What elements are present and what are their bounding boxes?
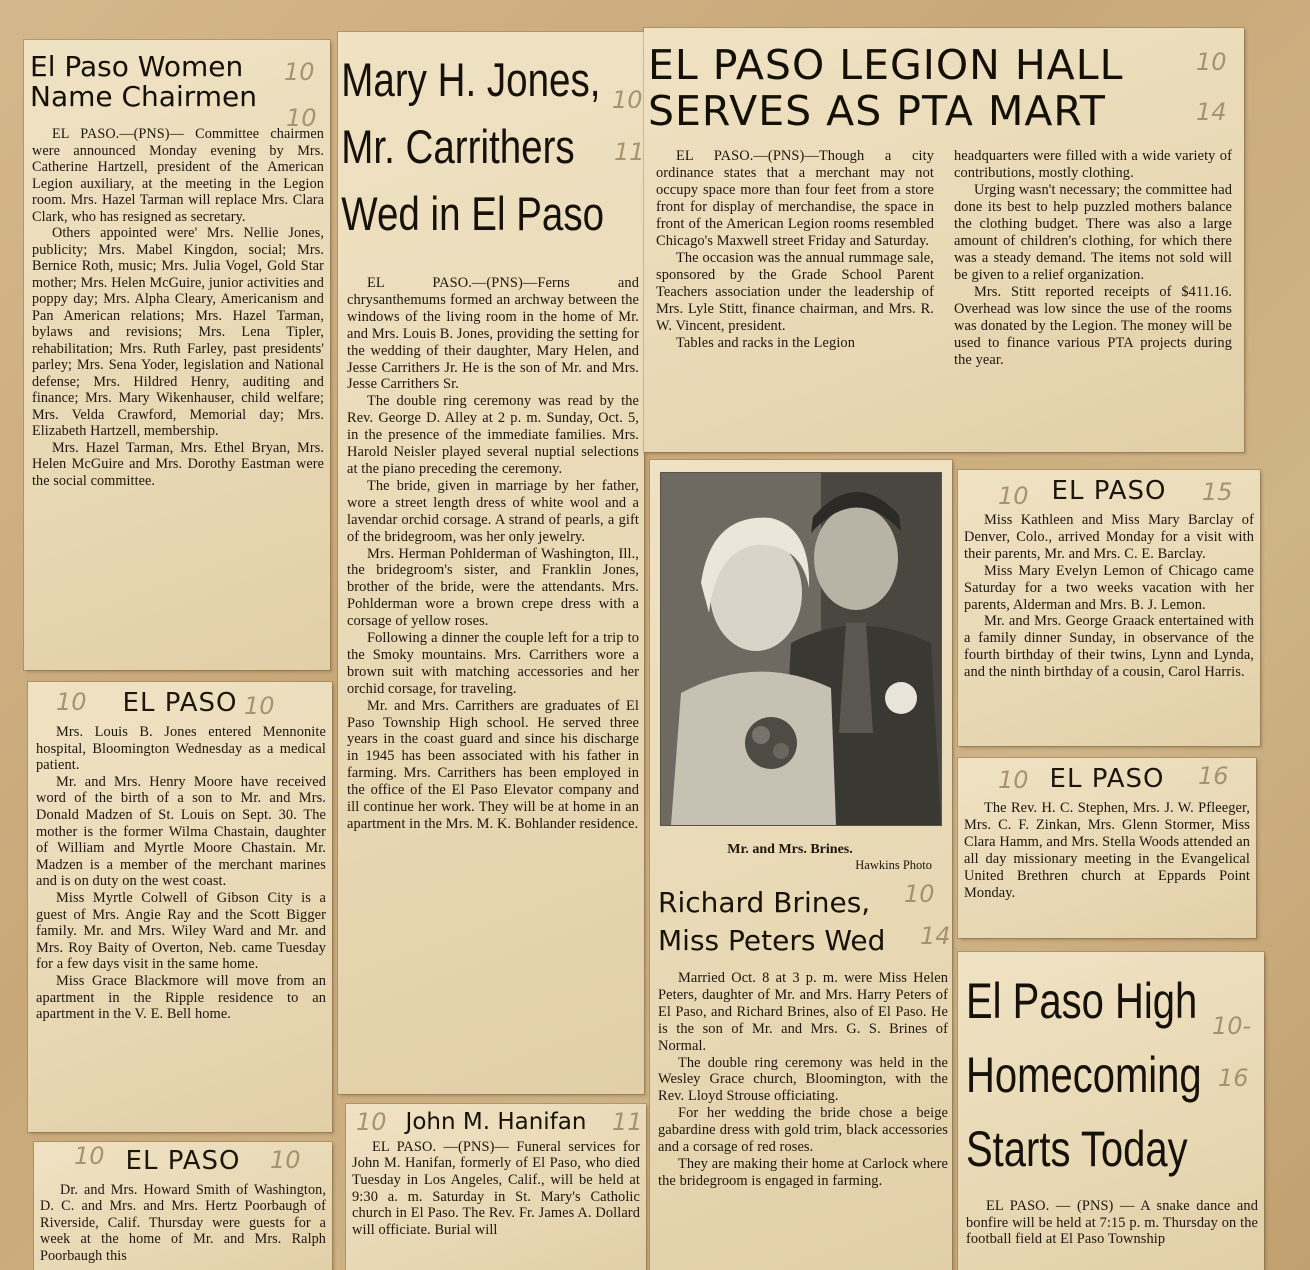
headline-line: El Paso High <box>966 973 1198 1029</box>
paragraph: Miss Grace Blackmore will move from an apartment in the Ripple residence to an apartment in the V. E. Bell home. <box>36 972 326 1023</box>
headline-line: Mr. Carrithers <box>341 120 575 173</box>
paragraph: Mr. and Mrs. George Graack entertained with a family dinner Sunday, in observance of the fourth birthday of their twins, Lynn and Lynda, and the ninth birthday of a cousin, Carol Harris. <box>964 613 1254 681</box>
photo-credit: Hawkins Photo <box>855 858 932 872</box>
paragraph: Miss Kathleen and Miss Mary Barclay of Denver, Colo., arrived Monday for a visit with their parents, Mr. and Mrs. C. E. Barclay. <box>964 512 1254 562</box>
headline-line: Starts Today <box>966 1121 1188 1177</box>
kicker-el-paso: EL PASO <box>1051 476 1167 506</box>
paragraph: The bride, given in marriage by her father, wore a street length dress of white wool and a lavendar orchid corsage. A strand of pearls, a gift of the bridegroom, was her only jewelry. <box>347 477 639 545</box>
pencil-mark: 10 <box>74 1142 105 1170</box>
clipping-women-chairmen <box>24 40 330 670</box>
pencil-mark: 10 <box>244 692 275 720</box>
article-women-chairmen-body <box>24 112 330 489</box>
legion-column-1 <box>656 148 934 369</box>
clipping-jones-carrithers-wedding <box>338 32 644 1094</box>
paragraph: Following a dinner the couple left for a trip to the Smoky mountains. Mrs. Carrithers wore a brown suit with matching accessories and her orchid corsage, for traveling. <box>347 630 639 697</box>
paragraph: Dr. and Mrs. Howard Smith of Washington, D. C. and Mrs. and Mrs. Hertz Poorbaugh of Riverside, Calif. Thursday were guests for a week at the home of Mr. and Mrs. Ralph Poorbaugh this <box>40 1182 326 1264</box>
paragraph: Mrs. Herman Pohlderman of Washington, Ill., the bridegroom's sister, and Franklin Jones, brother of the bride, were the attendants. Mrs. Pohlderman wore a brown crepe dress with a corsage of yellow roses. <box>347 545 639 630</box>
pencil-mark: 15 <box>1202 478 1233 506</box>
clipping-hanifan-obituary <box>346 1104 646 1270</box>
pencil-mark: 10 <box>270 1146 301 1174</box>
headline-women-chairmen: El Paso Women Name Chairmen <box>30 50 258 114</box>
headline-line: Mary H. Jones, <box>341 53 601 106</box>
paragraph: EL PASO. — (PNS) — A snake dance and bonfire will be held at 7:15 p. m. Thursday on the football field at El Paso Township <box>966 1198 1258 1248</box>
paragraph: Mrs. Hazel Tarman, Mrs. Ethel Bryan, Mrs. Helen McGuire and Mrs. Dorothy Eastman were the social committee. <box>32 439 324 489</box>
article-hanifan-body <box>346 1135 646 1239</box>
pencil-mark: 10 <box>356 1108 387 1136</box>
kicker-el-paso: EL PASO <box>1049 764 1165 794</box>
paragraph: Mrs. Louis B. Jones entered Mennonite hospital, Bloomington Wednesday as a medical patient. <box>36 724 326 774</box>
pencil-mark: 10 <box>612 86 643 114</box>
headline-line: EL PASO LEGION HALL <box>648 41 1124 89</box>
legion-columns <box>656 148 1236 369</box>
headline-line: Miss Peters Wed <box>658 924 886 957</box>
pencil-mark: 16 <box>1218 1064 1249 1092</box>
article-jones-carrithers-body <box>338 247 644 833</box>
paragraph: Married Oct. 8 at 3 p. m. were Miss Helen Peters, daughter of Mr. and Mrs. Harry Peters of El Paso, and Richard Brines, also of El Paso. He is the son of Mr. and Mrs. G. S. Brines of Normal. <box>658 970 948 1054</box>
photo-caption: Mr. and Mrs. Brines. <box>727 842 853 857</box>
pencil-mark: 14 <box>1196 98 1227 126</box>
legion-column-2 <box>954 148 1232 369</box>
pencil-mark: 10 <box>1196 48 1227 76</box>
clipping-el-paso-3 <box>958 470 1260 746</box>
paragraph: Mr. and Mrs. Carrithers are graduates of El Paso Township High school. He served three years in the coast guard and since his discharge in 1945 has been associated with his father in farming. Mrs. Carrithers has been employed in the office of the El Paso Elevator company and ill continue her work. They will be at home in an apartment in the Mrs. M. K. Bohlander residence. <box>347 697 639 832</box>
paragraph: Mrs. Stitt reported receipts of $411.16. Overhead was low since the use of the rooms was donated by the Legion. The money will be used to finance various PTA projects during the year. <box>954 284 1232 368</box>
headline-line: SERVES AS PTA MART <box>648 87 1106 135</box>
clipping-legion-hall-pta <box>644 28 1244 452</box>
headline-line: Richard Brines, <box>658 886 871 919</box>
paragraph: headquarters were filled with a wide variety of contributions, mostly clothing. <box>954 148 1232 181</box>
couple-portrait-image <box>661 473 941 825</box>
headline-line: Homecoming <box>966 1047 1202 1103</box>
pencil-mark: 10 <box>56 688 87 716</box>
pencil-mark: 11 <box>614 138 645 166</box>
paragraph: The double ring ceremony was read by the Rev. George D. Alley at 2 p. m. Sunday, Oct. 5, in the presence of the immediate families. Mrs. Harold Neisler played several nuptial selections at the piano preceding the ceremony. <box>347 393 639 477</box>
pencil-mark: 10 <box>286 104 317 132</box>
clipping-el-paso-1 <box>28 682 332 1132</box>
paragraph: The occasion was the annual rummage sale, sponsored by the Grade School Parent Teachers association under the leadership of Mrs. Lyle Stitt, finance chairman, and Mrs. R. W. Vincent, president. <box>656 250 934 334</box>
paragraph: Mr. and Mrs. Henry Moore have received word of the birth of a son to Mr. and Mrs. Donald Madzen of St. Louis on Sept. 30. The mother is the former Wilma Chastain, daughter of William and Myrtle Moore Chastain. Mr. Madzen is a member of the merchant marines and is on duty on the west coast. <box>36 773 326 890</box>
clipping-brines-wedding <box>650 460 952 1270</box>
pencil-mark: 11 <box>612 1108 643 1136</box>
article-el-paso-3-body <box>958 510 1260 681</box>
headline-brines-peters <box>658 884 885 960</box>
headline-legion-hall <box>644 28 1244 134</box>
paragraph: The double ring ceremony was held in the Wesley Grace church, Bloomington, with the Rev. Lloyd Strouse officiating. <box>658 1054 948 1105</box>
paragraph: EL PASO.—(PNS)—Though a city ordinance states that a merchant may not occupy space more than four feet from a store front for display of merchandise, the space in front of the American Legion rooms resembled Chicago's Maxwell street Friday and Saturday. <box>656 148 934 249</box>
paragraph: Urging wasn't necessary; the committee had done its best to help puzzled mothers balance the clothing budget. There was also a large amount of children's clothing, for which there was a steady demand. The items not sold will be given to a relief organization. <box>954 182 1232 283</box>
kicker-el-paso: EL PASO <box>125 1146 241 1176</box>
article-el-paso-4-body <box>958 798 1256 901</box>
paragraph: EL PASO. —(PNS)— Funeral services for John M. Hanifan, formerly of El Paso, who died Tuesday in Los Angeles, Calif., will be held at 9:30 a. m. Saturday in St. Mary's Catholic church in El Paso. The Rev. Fr. James A. Dollard will officiate. Burial will <box>352 1138 640 1238</box>
clipping-homecoming <box>958 952 1264 1270</box>
paragraph: Miss Myrtle Colwell of Gibson City is a guest of Mrs. Angie Ray and the Scott Bigger family. Mr. and Mrs. Wiley Ward and Mr. and Mrs. Roy Baity of Overton, Neb. came Tuesday for a few days visit in the same home. <box>36 889 326 973</box>
headline-line: Wed in El Paso <box>341 187 605 240</box>
paragraph: Tables and racks in the Legion <box>676 335 856 351</box>
kicker-el-paso: EL PASO <box>122 688 238 718</box>
paragraph: Others appointed were' Mrs. Nellie Jones, publicity; Mrs. Mabel Kingdon, social; Mrs. Bernice Roth, music; Mrs. Julia Vogel, Gold Star mother; Mrs. Helen McGuire, junior activities and poppy day; Mrs. Alpha Cleary, Americanism and Pan American relations; Mrs. Hazel Tarman, bylaws and revisions; Mrs. Lena Tipler, rehabilitation; Mrs. Ruth Farley, past presidents' parley; Mrs. Sena Yoder, legislation and National defense; Mrs. Hildred Henry, auditing and finance; Mrs. Mary Wikenhauser, child welfare; Mrs. Velda Crawford, Memorial day; Mrs. Elizabeth Hartzell, membership. <box>32 225 324 440</box>
wedding-photo <box>660 472 942 826</box>
article-homecoming-body <box>966 1198 1258 1248</box>
pencil-mark: 10 <box>998 766 1029 794</box>
pencil-mark: 16 <box>1198 762 1229 790</box>
article-el-paso-2-body <box>34 1180 332 1264</box>
pencil-mark: 10- <box>1212 1012 1252 1040</box>
paragraph: The Rev. H. C. Stephen, Mrs. J. W. Pfleeger, Mrs. C. F. Zinkan, Mrs. Glenn Stormer, Miss Clara Hamm, and Mrs. Stella Woods attended an all day missionary meeting in the Evangelical United Brethren church at Eppards Point Monday. <box>964 800 1250 901</box>
pencil-mark: 10 <box>998 482 1029 510</box>
pencil-mark: 10 <box>284 58 315 86</box>
headline-jones-carrithers <box>338 32 644 247</box>
paragraph: EL PASO.—(PNS)— Committee chairmen were announced Monday evening by Mrs. Catherine Hartzell, president of the American Legion auxiliary, at the meeting in the Legion room. Mrs. Hazel Tarman will replace Mrs. Clara Clark, who has resigned as secretary. <box>32 126 324 225</box>
paragraph: EL PASO.—(PNS)—Ferns and chrysanthemums formed an archway between the windows of the living room in the home of Mr. and Mrs. Louis B. Jones, providing the setting for the wedding of their daughter, Mary Helen, and Jesse Carrithers Jr. He is the son of Mr. and Mrs. Jesse Carrithers Sr. <box>347 275 639 393</box>
pencil-mark: 14 <box>920 922 951 950</box>
paragraph: They are making their home at Carlock where the bridegroom is engaged in farming. <box>658 1155 948 1189</box>
article-brines-body <box>658 970 948 1190</box>
paragraph: For her wedding the bride chose a beige gabardine dress with gold trim, black accessories and a corsage of red roses. <box>658 1105 948 1156</box>
article-el-paso-1-body <box>28 722 332 1023</box>
headline-hanifan: John M. Hanifan <box>405 1109 587 1135</box>
paragraph: Miss Mary Evelyn Lemon of Chicago came Saturday for a two weeks vacation with her parents, Alderman and Mrs. B. J. Lemon. <box>964 562 1254 613</box>
pencil-mark: 10 <box>904 880 935 908</box>
